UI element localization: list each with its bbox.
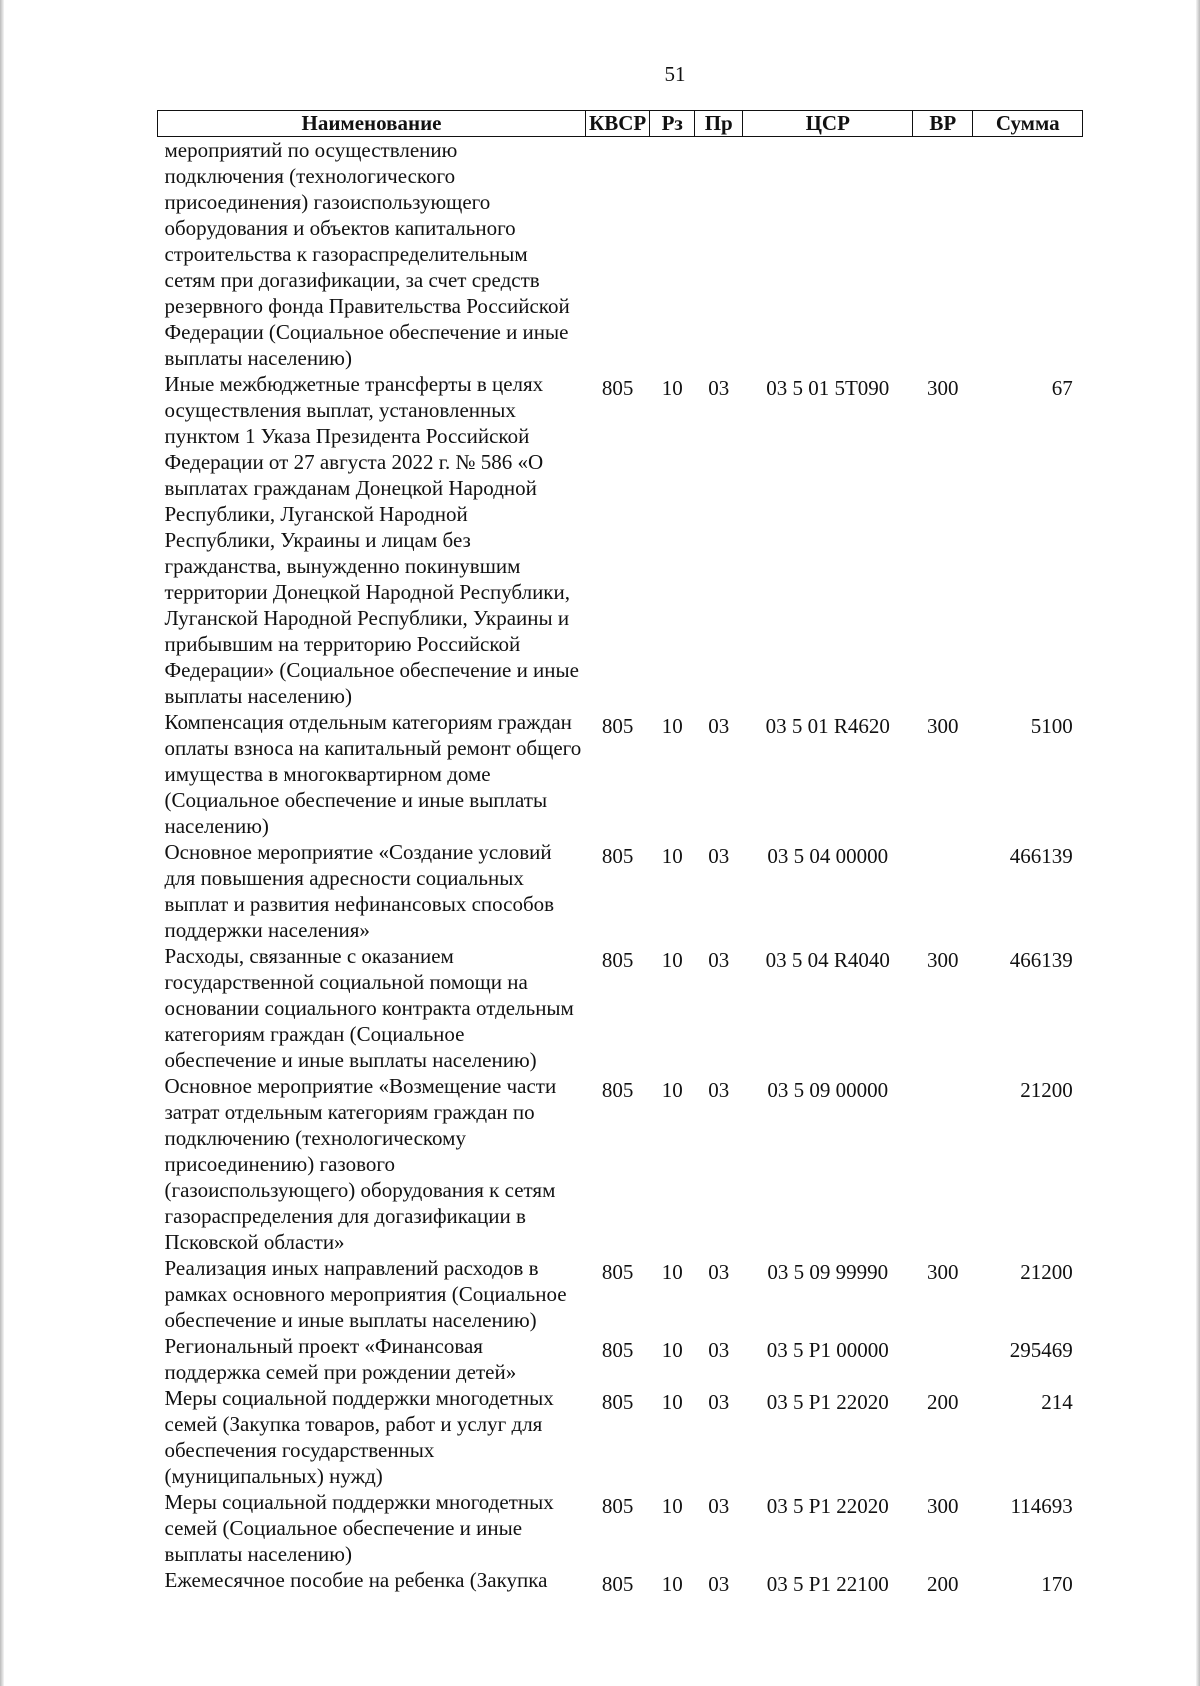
cell-rz (650, 137, 695, 372)
cell-sum (973, 1567, 1083, 1597)
value-rz: 10 (661, 714, 683, 738)
cell-name: Меры социальной поддержки многодетных семей (Закупка товаров, работ и услуг для обеспечения государственных (муниципальных) нужд) (164, 1386, 554, 1488)
value-kvsr: 805 (601, 1390, 634, 1414)
cell-sum (973, 943, 1083, 1073)
value-csr: 03 5 04 00000 (767, 844, 889, 868)
table-row (158, 1385, 1083, 1489)
value-sum: 295469 (1009, 1338, 1073, 1362)
table-row (158, 1073, 1083, 1255)
header-sum: Сумма (973, 111, 1083, 137)
cell-pr (695, 1567, 743, 1597)
cell-csr (743, 1489, 913, 1567)
table-row (158, 943, 1083, 1073)
cell-pr (695, 137, 743, 372)
cell-rz (650, 1385, 695, 1489)
value-vr: 300 (926, 714, 959, 738)
header-name: Наименование (158, 111, 586, 137)
cell-name: Расходы, связанные с оказанием государственной социальной помощи на основании социального контракта отдельным категориям граждан (Социальное обеспечение и иные выплаты населению) (164, 944, 574, 1072)
header-rz: Рз (650, 111, 695, 137)
cell-name: Основное мероприятие «Возмещение части затрат отдельным категориям граждан по подключению (технологическому присоединению) газового (газоиспользующего) оборудования к сетям газораспределения для догазификации в Псковской области» (164, 1074, 557, 1254)
value-kvsr: 805 (601, 714, 634, 738)
value-kvsr: 805 (601, 376, 634, 400)
table-body (158, 137, 1083, 1598)
cell-kvsr (586, 1073, 650, 1255)
cell-csr (743, 839, 913, 943)
cell-csr (743, 1255, 913, 1333)
value-rz: 10 (661, 844, 683, 868)
value-kvsr: 805 (601, 1260, 634, 1284)
cell-name: мероприятий по осуществлению подключения (технологического присоединения) газоиспользующего оборудования и объектов капитального строительства к газораспределительным сетям при догазификации, за счет средств резервного фонда Правительства Российской Федерации (Социальное обеспечение и иные выплаты населению) (164, 138, 570, 370)
value-sum: 21200 (1020, 1260, 1073, 1284)
cell-kvsr (586, 1333, 650, 1385)
cell-csr (743, 709, 913, 839)
value-rz: 10 (661, 1260, 683, 1284)
cell-vr (913, 943, 973, 1073)
cell-rz (650, 1255, 695, 1333)
value-csr: 03 5 01 5Т090 (766, 376, 890, 400)
cell-pr (695, 1333, 743, 1385)
cell-kvsr (586, 137, 650, 372)
cell-name: Иные межбюджетные трансферты в целях осуществления выплат, установленных пунктом 1 Указа Президента Российской Федерации от 27 августа 2022 г. № 586 «О выплатах гражданам Донецкой Народной Республики, Луганской Народной Республики, Украины и лицам без гражданства, вынужденно покинувшим территории Донецкой Народной Республики, Луганской Народной Республики, Украины и прибывшим на территорию Российской Федерации» (Социальное обеспечение и иные выплаты населению) (164, 372, 579, 708)
cell-kvsr (586, 1489, 650, 1567)
value-rz: 10 (661, 1338, 683, 1362)
cell-sum (973, 1333, 1083, 1385)
cell-vr (913, 839, 973, 943)
header-vr: ВР (913, 111, 973, 137)
cell-rz (650, 1489, 695, 1567)
value-pr: 03 (708, 844, 730, 868)
cell-kvsr (586, 943, 650, 1073)
value-rz: 10 (661, 1494, 683, 1518)
cell-kvsr (586, 709, 650, 839)
cell-pr (695, 1385, 743, 1489)
table-row (158, 1489, 1083, 1567)
cell-rz (650, 1567, 695, 1597)
value-kvsr: 805 (601, 948, 634, 972)
cell-vr (913, 1385, 973, 1489)
value-vr: 200 (926, 1572, 959, 1596)
table-row (158, 839, 1083, 943)
cell-kvsr (586, 1567, 650, 1597)
cell-sum (973, 839, 1083, 943)
value-rz: 10 (661, 948, 683, 972)
table-row (158, 1567, 1083, 1597)
cell-csr (743, 943, 913, 1073)
cell-name: Ежемесячное пособие на ребенка (Закупка (164, 1568, 548, 1592)
value-vr: 300 (926, 948, 959, 972)
cell-csr (743, 371, 913, 709)
value-csr: 03 5 01 R4620 (765, 714, 890, 738)
value-kvsr: 805 (601, 1078, 634, 1102)
cell-rz (650, 943, 695, 1073)
value-vr: 300 (926, 1494, 959, 1518)
header-kvsr: КВСР (586, 111, 650, 137)
value-sum: 21200 (1020, 1078, 1073, 1102)
value-pr: 03 (708, 1494, 730, 1518)
cell-kvsr (586, 1385, 650, 1489)
value-csr: 03 5 09 99990 (767, 1260, 889, 1284)
cell-vr (913, 1567, 973, 1597)
table-header (158, 111, 1083, 137)
cell-pr (695, 709, 743, 839)
value-pr: 03 (708, 1078, 730, 1102)
value-sum: 466139 (1009, 948, 1073, 972)
cell-sum (973, 371, 1083, 709)
cell-csr (743, 1567, 913, 1597)
cell-name: Компенсация отдельным категориям граждан оплаты взноса на капитальный ремонт общего имущества в многоквартирном доме (Социальное обеспечение и иные выплаты населению) (164, 710, 582, 838)
cell-rz (650, 1073, 695, 1255)
value-rz: 10 (661, 1078, 683, 1102)
cell-kvsr (586, 1255, 650, 1333)
cell-csr (743, 1385, 913, 1489)
table-row (158, 137, 1083, 372)
value-csr: 03 5 Р1 22100 (766, 1572, 889, 1596)
value-pr: 03 (708, 376, 730, 400)
value-rz: 10 (661, 1572, 683, 1596)
table-row (158, 1255, 1083, 1333)
cell-sum (973, 1255, 1083, 1333)
cell-vr (913, 709, 973, 839)
value-csr: 03 5 04 R4040 (765, 948, 890, 972)
value-sum: 67 (1051, 376, 1073, 400)
cell-kvsr (586, 839, 650, 943)
value-pr: 03 (708, 1338, 730, 1362)
table-row (158, 709, 1083, 839)
cell-pr (695, 1255, 743, 1333)
cell-csr (743, 1333, 913, 1385)
cell-rz (650, 709, 695, 839)
cell-name: Меры социальной поддержки многодетных семей (Социальное обеспечение и иные выплаты населению) (164, 1490, 554, 1566)
header-pr: Пр (695, 111, 743, 137)
cell-sum (973, 709, 1083, 839)
cell-kvsr (586, 371, 650, 709)
cell-vr (913, 371, 973, 709)
value-kvsr: 805 (601, 844, 634, 868)
cell-pr (695, 371, 743, 709)
cell-name: Региональный проект «Финансовая поддержка семей при рождении детей» (164, 1334, 517, 1384)
value-sum: 114693 (1010, 1494, 1073, 1518)
value-pr: 03 (708, 1572, 730, 1596)
value-sum: 5100 (1030, 714, 1073, 738)
value-sum: 466139 (1009, 844, 1073, 868)
value-pr: 03 (708, 948, 730, 972)
value-kvsr: 805 (601, 1572, 634, 1596)
table-row (158, 1333, 1083, 1385)
cell-vr (913, 1073, 973, 1255)
value-rz: 10 (661, 376, 683, 400)
value-sum: 214 (1041, 1390, 1073, 1414)
value-rz: 10 (661, 1390, 683, 1414)
cell-pr (695, 839, 743, 943)
header-csr: ЦСР (743, 111, 913, 137)
cell-vr (913, 1255, 973, 1333)
table-row (158, 371, 1083, 709)
page-number: 51 (664, 62, 686, 86)
cell-pr (695, 1073, 743, 1255)
value-vr: 200 (926, 1390, 959, 1414)
cell-vr (913, 137, 973, 372)
value-kvsr: 805 (601, 1494, 634, 1518)
value-csr: 03 5 Р1 22020 (766, 1494, 889, 1518)
value-pr: 03 (708, 1260, 730, 1284)
value-csr: 03 5 09 00000 (767, 1078, 889, 1102)
value-pr: 03 (708, 714, 730, 738)
cell-sum (973, 1385, 1083, 1489)
cell-rz (650, 371, 695, 709)
cell-rz (650, 1333, 695, 1385)
cell-vr (913, 1333, 973, 1385)
cell-vr (913, 1489, 973, 1567)
cell-sum (973, 1489, 1083, 1567)
value-vr: 300 (926, 376, 959, 400)
value-csr: 03 5 Р1 00000 (766, 1338, 889, 1362)
cell-csr (743, 1073, 913, 1255)
cell-pr (695, 943, 743, 1073)
cell-name: Реализация иных направлений расходов в рамках основного мероприятия (Социальное обеспечение и иные выплаты населению) (164, 1256, 567, 1332)
cell-name: Основное мероприятие «Создание условий для повышения адресности социальных выплат и развития нефинансовых способов поддержки населения» (164, 840, 555, 942)
value-pr: 03 (708, 1390, 730, 1414)
budget-table (157, 110, 1083, 1597)
value-kvsr: 805 (601, 1338, 634, 1362)
value-csr: 03 5 Р1 22020 (766, 1390, 889, 1414)
cell-pr (695, 1489, 743, 1567)
cell-sum (973, 1073, 1083, 1255)
cell-sum (973, 137, 1083, 372)
value-sum: 170 (1041, 1572, 1073, 1596)
cell-csr (743, 137, 913, 372)
scan-edge-right (1196, 0, 1200, 1686)
scan-edge-left (0, 0, 4, 1686)
cell-rz (650, 839, 695, 943)
value-vr: 300 (926, 1260, 959, 1284)
